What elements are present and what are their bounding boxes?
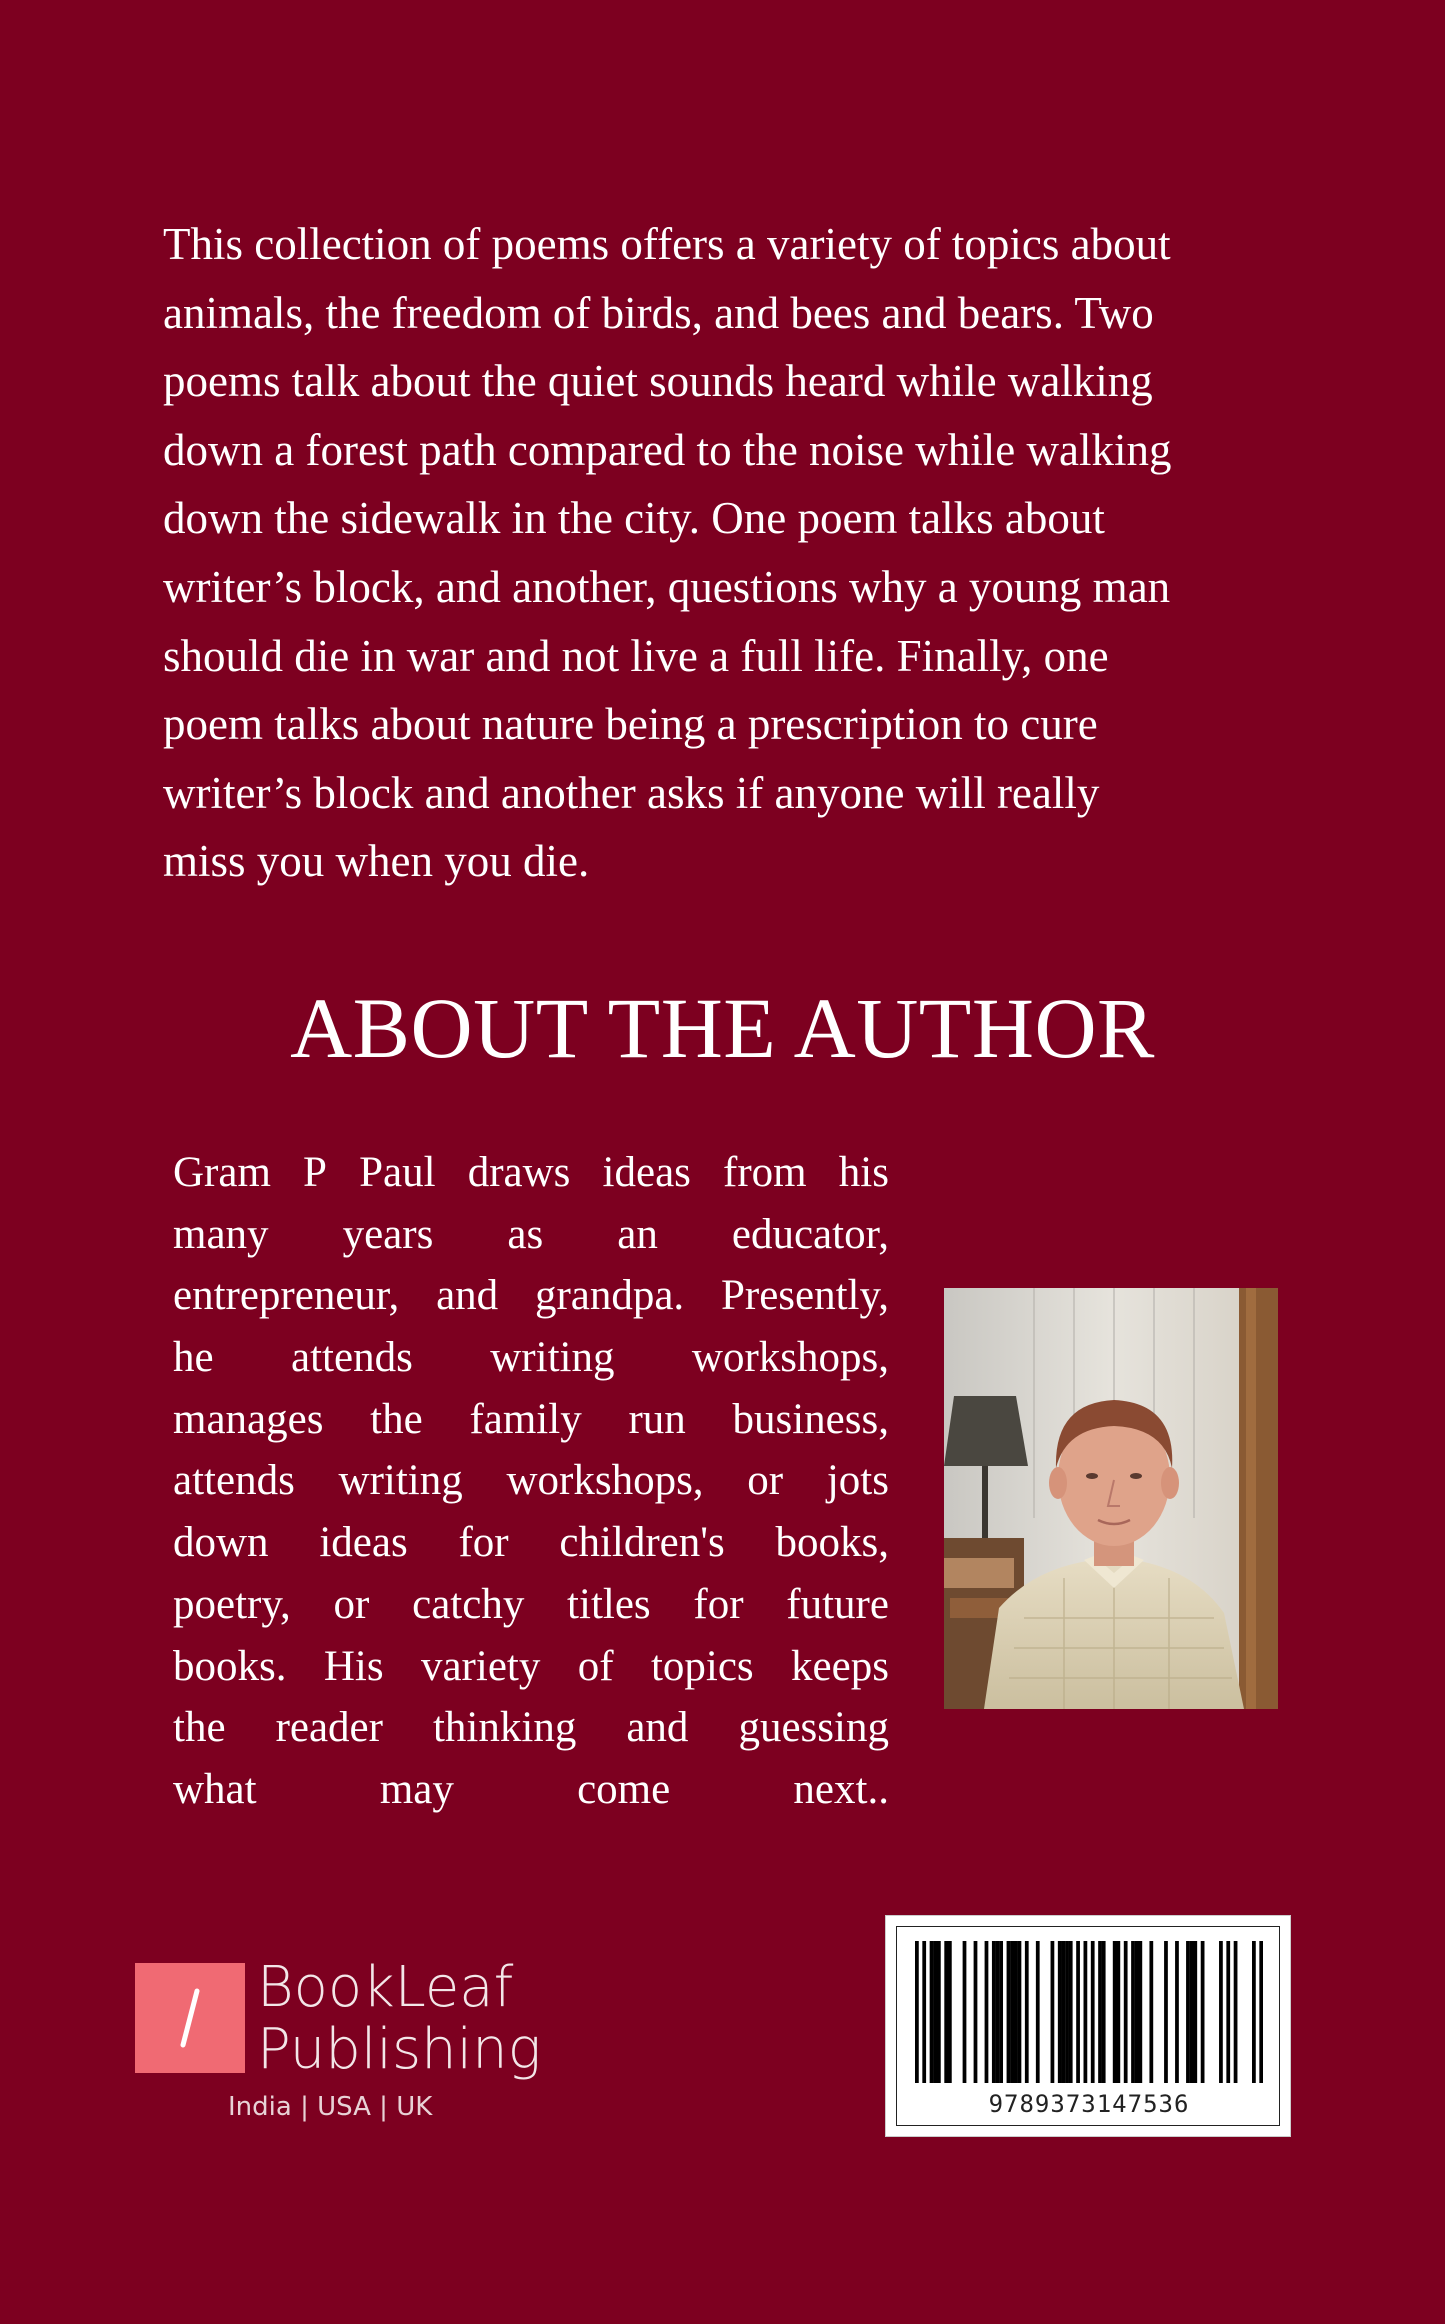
barcode-bar: [992, 1941, 996, 2083]
barcode-bar: [1259, 1941, 1263, 2083]
barcode-bar: [963, 1941, 967, 2083]
bio-word: ideas: [319, 1519, 408, 1567]
bio-line: [173, 1389, 889, 1451]
blurb-line: poems talk about the quiet sounds heard while walking: [163, 356, 1153, 407]
bio-word: educator,: [731, 1210, 889, 1258]
publisher-name-line2: Publishing: [257, 2017, 542, 2082]
barcode-bar: [1062, 1941, 1066, 2083]
barcode-bar: [1007, 1941, 1011, 2083]
barcode-bar: [1069, 1941, 1073, 2083]
back-cover-blurb: [163, 210, 1293, 896]
barcode-bar: [922, 1941, 926, 2083]
bio-word: future: [786, 1580, 889, 1628]
bio-word: attends: [291, 1334, 413, 1382]
bio-word: the: [370, 1395, 423, 1443]
barcode-bar: [1190, 1941, 1194, 2083]
barcode-bar: [915, 1941, 919, 2083]
bio-word: draws: [467, 1149, 571, 1196]
bio-word: children's: [559, 1519, 725, 1567]
bio-word: his: [838, 1149, 889, 1196]
bio-word: catchy: [412, 1580, 525, 1628]
bio-word: many: [173, 1210, 269, 1258]
bio-word: attends: [173, 1457, 295, 1505]
barcode-bar: [937, 1941, 941, 2083]
barcode-bar: [948, 1941, 952, 2083]
barcode-bar: [985, 1941, 989, 2083]
barcode-bar: [1219, 1941, 1223, 2083]
bio-line: [173, 1142, 889, 1204]
barcode-bar: [1124, 1941, 1128, 2083]
barcode-bar: [1051, 1941, 1055, 2083]
publisher-regions: India | USA | UK: [228, 2092, 433, 2122]
barcode-bar: [974, 1941, 978, 2083]
bio-word: run: [628, 1395, 686, 1443]
bio-word: reader: [275, 1704, 383, 1752]
barcode-bar: [944, 1941, 948, 2083]
bio-line: [173, 1697, 889, 1759]
bio-line: [173, 1204, 889, 1266]
bio-word: guessing: [738, 1704, 889, 1752]
bio-word: titles: [567, 1580, 651, 1628]
bio-word: next..: [793, 1765, 889, 1813]
barcode-bar: [1065, 1941, 1069, 2083]
blurb-line: animals, the freedom of birds, and bees and bears. Two: [163, 287, 1154, 338]
bio-word: P: [303, 1149, 327, 1196]
barcode-bar: [1193, 1941, 1197, 2083]
bio-word: years: [342, 1210, 434, 1258]
bio-line: [173, 1265, 889, 1327]
bio-word: for: [458, 1519, 509, 1567]
bio-word: topics: [650, 1642, 754, 1690]
barcode-bar: [1025, 1941, 1029, 2083]
bio-word: thinking: [432, 1704, 577, 1752]
bio-word: he: [173, 1334, 214, 1382]
barcode-bar: [1113, 1941, 1117, 2083]
barcode-bar: [1014, 1941, 1018, 2083]
barcode-bar: [996, 1941, 1000, 2083]
barcode-bar: [1135, 1941, 1139, 2083]
barcode-bar: [1186, 1941, 1190, 2083]
publisher-logo-icon: [135, 1963, 245, 2073]
bio-line: [173, 1636, 889, 1698]
bio-word: of: [577, 1642, 614, 1690]
bio-word: may: [379, 1765, 454, 1813]
blurb-line: down a forest path compared to the noise while walking: [163, 424, 1172, 475]
bio-word: down: [173, 1519, 269, 1567]
barcode-bar: [1036, 1941, 1040, 2083]
bio-word: business,: [732, 1395, 889, 1443]
bio-word: Gram: [173, 1149, 271, 1196]
bio-word: poetry,: [173, 1580, 291, 1628]
bio-word: or: [747, 1457, 784, 1505]
barcode-bar: [1252, 1941, 1256, 2083]
barcode-bar: [1164, 1941, 1168, 2083]
bio-word: keeps: [791, 1642, 889, 1690]
bio-word: workshops,: [691, 1334, 889, 1382]
isbn-number: 9789373147536: [988, 2090, 1190, 2118]
barcode-bar: [1201, 1941, 1205, 2083]
barcode-bar: [1131, 1941, 1135, 2083]
bio-word: family: [469, 1395, 582, 1443]
barcode-bar: [1102, 1941, 1106, 2083]
barcode-bar: [1091, 1941, 1095, 2083]
bio-word: as: [507, 1210, 544, 1258]
barcode-bar: [1226, 1941, 1230, 2083]
barcode-bar: [1138, 1941, 1142, 2083]
barcode-bar: [1175, 1941, 1179, 2083]
bio-word: manages: [173, 1395, 324, 1443]
blurb-line: This collection of poems offers a variety of topics about: [163, 219, 1171, 269]
bio-word: books.: [173, 1642, 287, 1690]
barcode-bar: [1098, 1941, 1102, 2083]
bio-word: or: [333, 1580, 370, 1628]
blurb-line: poem talks about nature being a prescription to cure: [163, 699, 1098, 750]
barcode-bar: [1058, 1941, 1062, 2083]
bio-line: [173, 1327, 889, 1389]
bio-word: Presently,: [720, 1272, 889, 1320]
bio-word: and: [436, 1272, 499, 1320]
publisher-name: [257, 1957, 541, 2081]
bio-word: grandpa.: [534, 1272, 685, 1320]
bio-word: jots: [826, 1457, 889, 1505]
bio-word: writing: [338, 1457, 463, 1505]
author-photo: [944, 1288, 1278, 1709]
barcode-bars: [915, 1941, 1263, 2083]
blurb-line: writer’s block, and another, questions why a young man: [163, 561, 1171, 612]
barcode-bar: [1116, 1941, 1120, 2083]
barcode-bar: [1084, 1941, 1088, 2083]
bio-word: for: [693, 1580, 744, 1628]
bio-word: Paul: [359, 1149, 436, 1196]
blurb-line: miss you when you die.: [163, 836, 590, 887]
blurb-line: writer’s block and another asks if anyone will really: [163, 767, 1100, 818]
barcode-bar: [1018, 1941, 1022, 2083]
author-bio: [173, 1142, 889, 1821]
barcode-bar: [933, 1941, 937, 2083]
about-author-heading: ABOUT THE AUTHOR: [290, 980, 1155, 1076]
bio-word: writing: [490, 1334, 615, 1382]
bio-word: variety: [420, 1642, 541, 1690]
publisher-name-line1: BookLeaf: [257, 1955, 514, 2020]
bio-line: [173, 1759, 889, 1821]
bio-word: His: [323, 1642, 384, 1690]
bio-word: come: [577, 1765, 671, 1813]
barcode-bar: [1076, 1941, 1080, 2083]
barcode-bar: [1010, 1941, 1014, 2083]
barcode-bar: [1149, 1941, 1153, 2083]
bio-word: books,: [775, 1519, 889, 1567]
bio-word: what: [173, 1765, 257, 1813]
bio-word: workshops,: [506, 1457, 704, 1505]
bio-word: entrepreneur,: [173, 1272, 400, 1320]
blurb-line: should die in war and not live a full life. Finally, one: [163, 630, 1109, 681]
barcode-bar: [930, 1941, 934, 2083]
bio-line: [173, 1450, 889, 1512]
blurb-line: down the sidewalk in the city. One poem talks about: [163, 493, 1105, 544]
bio-word: ideas: [602, 1149, 691, 1196]
bio-word: and: [626, 1704, 689, 1752]
barcode-bar: [1234, 1941, 1238, 2083]
bio-word: an: [617, 1210, 658, 1258]
barcode-bar: [999, 1941, 1003, 2083]
bio-line: [173, 1512, 889, 1574]
bio-word: from: [723, 1149, 807, 1196]
isbn-barcode: [885, 1915, 1291, 2137]
bio-word: the: [173, 1704, 226, 1752]
bio-line: [173, 1574, 889, 1636]
